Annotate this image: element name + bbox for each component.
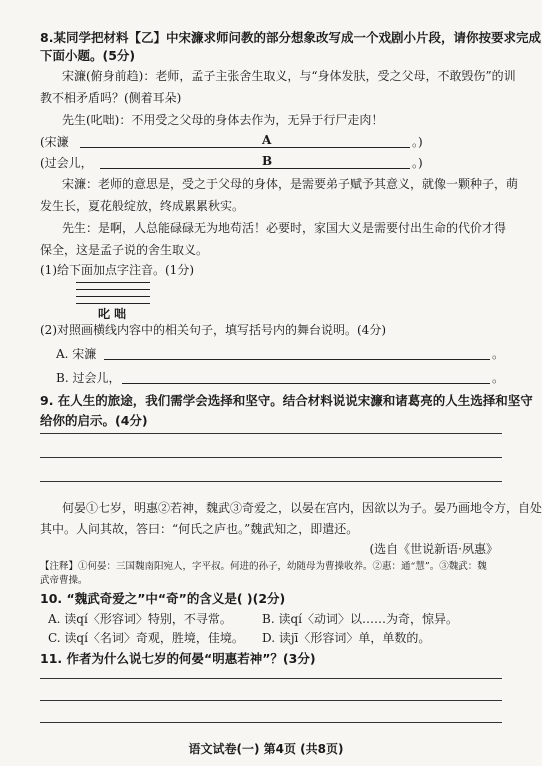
blank-a-line[interactable] — [80, 147, 410, 148]
passage-line-1: 何晏①七岁，明惠②若神，魏武③奇爱之，以晏在宫内，因欲以为子。晏乃画地令方，自处 — [62, 501, 542, 515]
dialog-teacher-2a: 先生：是啊，人总能碌碌无为地苟活！必要时，家国大义是需要付出生命的代价才得 — [62, 221, 507, 235]
dialog-songlian-1b: 教不相矛盾吗？(侧着耳朵) — [40, 91, 182, 105]
dialog-teacher-2b: 保全，这是孟子说的舍生取义。 — [40, 243, 209, 257]
passage-note-1: 【注释】①何晏：三国魏南阳宛人，字平叔。何进的孙子，幼随母为曹操收养。②惠：通“慧”。③魏武：魏 — [40, 561, 487, 572]
q10-stem: 10. “魏武奇爱之”中“奇”的含义是( )(2分) — [40, 591, 286, 606]
pinyin-line-4[interactable] — [76, 303, 150, 304]
stage-direction-b-open: (过会儿， — [40, 156, 93, 170]
q8-stem-line2: 下面小题。(5分) — [40, 48, 136, 63]
q8-sub1: (1)给下面加点字注音。(1分) — [40, 263, 194, 277]
q11-answer-line-3[interactable] — [40, 722, 502, 723]
dialog-teacher-1: 先生(叱咄)：不用受之父母的身体去作为，无异于行尸走肉！ — [62, 113, 384, 127]
dialog-songlian-1a: 宋濂(俯身前趋)：老师，孟子主张舍生取义，与“身体发肤，受之父母，不敢毁伤”的训 — [62, 69, 516, 83]
q11-answer-line-2[interactable] — [40, 700, 502, 701]
q8-stem-line1: 8.某同学把材料【乙】中宋濂求师问教的部分想象改写成一个戏剧小片段，请你按要求完成 — [40, 30, 541, 45]
pinyin-line-3[interactable] — [76, 296, 150, 297]
q9-stem-line1: 9. 在人生的旅途，我们需学会选择和坚守。结合材料说说宋濂和诸葛亮的人生选择和坚守 — [40, 393, 533, 408]
q9-answer-line-2[interactable] — [40, 457, 502, 458]
pinyin-line-1[interactable] — [76, 282, 150, 283]
q9-stem-line2: 给你的启示。(4分) — [40, 413, 148, 428]
answer-a-line[interactable] — [104, 359, 490, 360]
blank-b-line[interactable] — [100, 168, 410, 169]
answer-a-end: 。 — [492, 347, 505, 361]
answer-b-label: B. 过会儿， — [56, 371, 121, 385]
blank-a-close: 。) — [412, 135, 423, 149]
q10-option-a[interactable]: A. 读qí〈形容词〉特别，不寻常。 — [48, 612, 232, 626]
stage-direction-a-open: (宋濂 — [40, 135, 69, 149]
blank-b-label: B — [262, 154, 273, 168]
pinyin-target-words: 叱 咄 — [98, 307, 127, 321]
answer-b-end: 。 — [492, 371, 505, 385]
passage-line-2: 其中。人问其故，答曰：“何氏之庐也。”魏武知之，即遣还。 — [40, 522, 359, 536]
page-footer: 语文试卷(一) 第4页 (共8页) — [188, 742, 344, 756]
pinyin-line-2[interactable] — [76, 289, 150, 290]
q9-answer-line-1[interactable] — [40, 433, 502, 434]
answer-a-label: A. 宋濂 — [56, 347, 97, 361]
q9-answer-line-3[interactable] — [40, 481, 502, 482]
q10-option-d[interactable]: D. 读jī〈形容词〉单，单数的。 — [262, 631, 431, 645]
dialog-songlian-2a: 宋濂：老师的意思是，受之于父母的身体，是需要弟子赋予其意义，就像一颗种子，萌 — [62, 177, 519, 191]
dialog-songlian-2b: 发生长，夏花般绽放，终成累累秋实。 — [40, 199, 245, 213]
q8-sub2: (2)对照画横线内容中的相关句子，填写括号内的舞台说明。(4分) — [40, 323, 386, 337]
passage-note-2: 武帝曹操。 — [40, 575, 88, 586]
q10-option-b[interactable]: B. 读qí〈动词〉以……为奇，惊异。 — [262, 612, 458, 626]
q11-answer-line-1[interactable] — [40, 678, 502, 679]
q10-option-c[interactable]: C. 读qí〈名词〉奇观，胜境，佳境。 — [48, 631, 244, 645]
answer-b-line[interactable] — [122, 383, 490, 384]
blank-b-close: 。) — [412, 156, 423, 170]
q11-stem: 11. 作者为什么说七岁的何晏“明惠若神”？(3分) — [40, 651, 316, 666]
passage-source: (选自《世说新语·夙惠》 — [369, 542, 498, 556]
blank-a-label: A — [262, 133, 272, 147]
